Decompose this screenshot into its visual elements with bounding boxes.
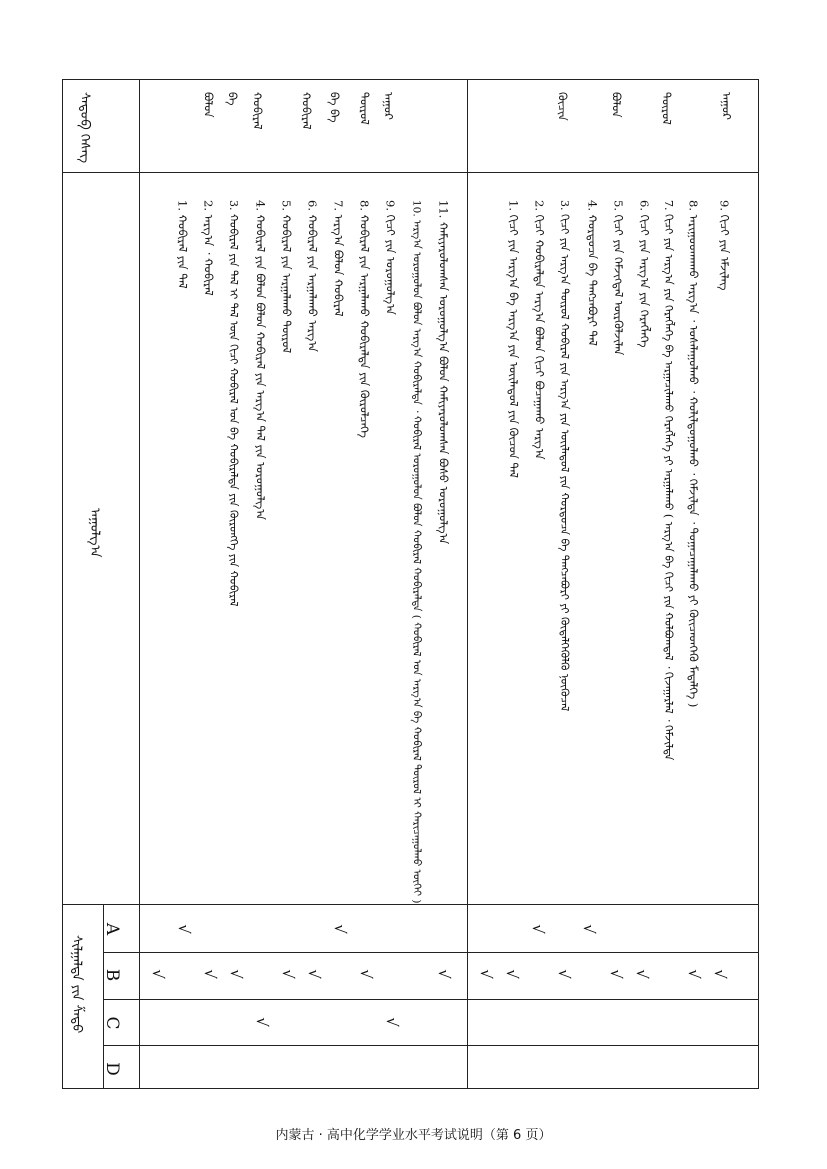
row-divider-level-c [103,999,759,1000]
upper-item: 9. ᠬᠢᠴᠢ ᠶᠢᠨ ᠡᠮᠵᠢᠯᠡᠭ [717,200,732,291]
header-level: ᠰᠢᠯᠭᠠᠯᠲᠠ ᠶᠢᠨ ᠱᠠᠲᠤ [69,935,84,1034]
level-letter-d: D [102,1062,122,1076]
check-mark: √ [305,969,323,979]
lower-item: 10. ᠠᠷᠭ᠎ᠠ ᠤᠷᠤᠭᠤᠯᠤᠨ ᠪᠤᠯᠤᠨ ᠠᠷᠭ᠎ᠠ ᠬᠤᠪᠢᠷᠠᠯᠲᠠ ᠂ ᠬᠤᠪᠢᠷᠠᠯ ᠤᠷᠤᠭᠤᠯᠤᠨ ᠪᠤᠯᠤᠨ ᠬᠤᠪᠢᠷᠠᠯ ᠬᠤᠪᠢᠷᠠᠯᠲᠠ ( ᠬᠤᠪᠢᠷᠠᠯ ᠤᠨ ᠠᠷᠭ᠎ᠠ ᠪᠠ ᠬᠤᠪᠢᠷᠠᠯ ᠲᠥᠷᠥᠯ ᠢ ᠬᠠᠷᠢᠴᠠᠭᠤᠯᠬᠤ ᠦᠭᠡᠢ ) [410,200,423,904]
upper-item: 3. ᠬᠢᠴᠢ ᠶᠢᠨ ᠠᠷᠭ᠎ᠠ ᠲᠥᠷᠥᠯ ᠬᠤᠪᠢᠷᠠᠯ ᠶᠢᠨ ᠠᠷᠭ᠎ᠠ ᠶᠢᠨ ᠦᠢᠯᠡᠳᠦᠯ ᠶᠢᠨ ᠬᠤᠷᠳᠤᠴᠠ ᠪᠠ ᠲᠡᠩᠴᠡᠪᠦᠷᠢ ᠶᠢ ᠬᠥᠳᠡᠯᠭᠡᠭᠦᠯᠬᠦ ᠨᠥᠬᠦᠴᠡᠯ [558,200,571,712]
row-divider-level-d [103,1045,759,1046]
upper-item: 6. ᠬᠢᠴᠢ ᠶᠢᠨ ᠠᠷᠭ᠎ᠠ ᠶᠢᠨ ᠬᠡᠷᠡᠭᠯᠡᠭᠡ [637,200,652,348]
row-divider-level [62,904,759,905]
check-mark: √ [253,1017,271,1027]
row-divider-level-b [103,952,759,953]
check-mark: √ [149,969,167,979]
upper-topic-word: ᠲᠥᠷᠥᠯ [659,92,674,125]
upper-item: 8. ᠠᠷᠢᠭᠤᠳᠬᠠᠬᠤ ᠠᠷᠭ᠎ᠠ ᠂ ᠤᠰᠠᠯᠠᠭᠤᠯᠬᠤ ᠂ ᠬᠤᠯᠢᠯᠳᠤᠭᠤᠯᠬᠤ ᠂ ᠬᠡᠮᠵᠢᠯᠳᠡ ᠂ ᠲᠣᠭᠠᠴᠠᠭᠠᠯᠠᠬᠤ ᠶᠢ ᠭᠦᠢᠴᠡᠳᠬᠡᠬᠦ ᠮᠡᠳᠡᠯᠭᠡ ) [686,200,701,708]
check-mark: √ [607,969,625,979]
row-divider-header [62,172,759,173]
lower-item: 3. ᠬᠤᠪᠢᠷᠠᠯ ᠶᠢᠨ ᠲᠠᠯ ᠢ ᠲᠠᠯ ᠦᠨ ᠬᠢᠴᠢ ᠬᠤᠪᠢᠷᠠᠯ ᠤᠨ ᠪᠠ ᠬᠤᠪᠢᠷᠠᠯᠲᠠ ᠶᠢᠨ ᠬᠥᠷᠥᠩᠭᠡ ᠶᠢᠨ ᠬᠤᠪᠢᠷᠠᠯ [227,200,240,607]
level-letter-b: B [102,968,122,982]
upper-topic-word: ᠬᠦᠴᠢᠨ [555,92,570,121]
lower-item: 11. ᠬᠠᠮᠢᠶᠠᠷᠤᠯᠤᠭᠰᠠᠨ ᠤᠷᠤᠭᠤᠯᠭ᠎ᠠ ᠪᠤᠯᠤᠨ ᠬᠠᠮᠢᠶᠠᠷᠤᠯᠤᠭᠰᠠᠨ ᠪᠤᠰᠤ ᠤᠷᠤᠭᠤᠯᠭ᠎ᠠ [436,200,451,545]
lower-topic-word: ᠪᠠ [225,92,240,106]
level-letter-a: A [102,922,122,936]
lower-topic-word: ᠠᠭᠤᠷ [381,92,396,120]
level-letter-c: C [102,1016,122,1030]
upper-item: 4. ᠬᠤᠷᠳᠤᠴᠠ ᠪᠠ ᠲᠡᠩᠴᠡᠪᠦᠷᠢ ᠲᠠᠯ [585,200,600,346]
lower-item: 1. ᠬᠤᠪᠢᠷᠠᠯ ᠶᠢᠨ ᠲᠠᠯ [175,200,190,289]
upper-item: 2. ᠬᠢᠴᠢ ᠬᠤᠪᠢᠷᠠᠯᠲᠠ ᠠᠷᠭ᠎ᠠ ᠪᠤᠯᠤᠨ ᠬᠢᠴᠢ ᠪᠤᠴᠠᠭᠠᠬᠤ ᠠᠷᠭ᠎ᠠ [532,200,547,460]
lower-topic-word: ᠬᠤᠪᠢᠷᠠᠯ [299,92,314,130]
check-mark: √ [685,969,703,979]
lower-item: 8. ᠬᠤᠪᠢᠷᠠᠯ ᠶᠢᠨ ᠠᠷᠭᠠᠯᠠᠬᠤ ᠬᠤᠪᠢᠷᠠᠯᠲᠠ ᠶᠢᠨ ᠬᠦᠷᠦᠯᠴᠡᠭᠡ [357,200,372,438]
check-mark: √ [633,969,651,979]
col-divider-header [139,79,140,1089]
upper-topic-word: ᠠᠭᠤᠷ [719,92,734,120]
check-mark: √ [175,924,193,934]
check-mark: √ [555,969,573,979]
check-mark: √ [357,969,375,979]
header-content: ᠠᠭᠤᠯᠭ᠎ᠠ [87,508,102,558]
lower-item: 6. ᠬᠤᠪᠢᠷᠠᠯ ᠶᠢᠨ ᠠᠷᠭᠠᠯᠠᠬᠤ ᠠᠷᠭ᠎ᠠ [305,200,320,352]
lower-topic-word: ᠪᠤᠯᠤᠨ [201,92,216,118]
check-mark: √ [503,969,521,979]
upper-topic-word: ᠪᠤᠯᠤᠨ [609,92,624,118]
lower-item: 2. ᠠᠷᠭ᠎ᠠ ᠂ ᠬᠤᠪᠢᠷᠠᠯ [201,200,216,296]
lower-topic-word: ᠬᠤᠪᠢᠷᠠᠯ [250,92,265,130]
check-mark: √ [711,969,729,979]
lower-item: 4. ᠬᠤᠪᠢᠷᠠᠯ ᠶᠢᠨ ᠪᠤᠯᠤᠨ ᠪᠤᠯᠤᠨ ᠬᠤᠪᠢᠷᠠᠯ ᠶᠢᠨ ᠠᠷᠭ᠎ᠠ ᠲᠠᠯ ᠶᠢᠨ ᠤᠷᠤᠭᠤᠯᠭ᠎ᠠ [253,200,268,520]
check-mark: √ [477,969,495,979]
col-divider-sections [467,79,468,1089]
check-mark: √ [279,969,297,979]
lower-item: 9. ᠬᠢᠴᠢ ᠶᠢᠨ ᠤᠷᠤᠭᠤᠯᠭ᠎ᠠ [383,200,398,315]
header-topic: ᠰᠡᠳᠦᠪ ᠬᠡᠰᠡᠭ [77,92,92,164]
lower-item: 5. ᠬᠤᠪᠢᠷᠠᠯ ᠶᠢᠨ ᠠᠷᠭᠠᠯᠠᠬᠤ ᠲᠥᠷᠥᠯ [279,200,294,354]
check-mark: √ [435,969,453,979]
lower-item: 7. ᠠᠷᠭ᠎ᠠ ᠪᠤᠯᠤᠨ ᠬᠤᠪᠢᠷᠠᠯ [331,200,346,317]
check-mark: √ [227,969,245,979]
check-mark: √ [580,924,598,934]
lower-topic-word: ᠪᠠ ᠪᠠ [327,92,342,123]
upper-item: 7. ᠬᠢᠴᠢ ᠶᠢᠨ ᠠᠷᠭ᠎ᠠ ᠶᠢᠨ ᠬᠡᠷᠡᠭᠯᠡᠭᠡ ᠪᠠ ᠠᠷᠭᠠᠴᠢᠯᠠᠬᠤ ᠬᠡᠷᠡᠭᠯᠡᠭᠡ ᠶᠢ ᠠᠷᠭᠠᠯᠠᠬᠤ ( ᠠᠷᠭ᠎ᠠ ᠪᠠ ᠬᠢᠴᠢ ᠶᠢᠨ ᠬᠤᠯᠪᠤᠭᠳᠠᠯ ᠂ ᠬᠢᠵᠠᠭᠠᠷᠯᠠᠯ ᠂ ᠬᠡᠮᠵᠢᠯᠳᠡ [662,200,675,761]
check-mark: √ [201,969,219,979]
check-mark: √ [331,924,349,934]
upper-item: 5. ᠬᠢᠴᠢ ᠶᠢᠨ ᠬᠡᠮᠵᠢᠭᠳᠡᠯ ᠦᠷᠭᠦᠯᠵᠢᠯᠡᠨ [611,200,626,356]
lower-topic-word: ᠲᠥᠷᠥᠯ [357,92,372,125]
page-footer: 内蒙古 · 高中化学学业水平考试说明（第 6 页） [275,1128,552,1143]
check-mark: √ [529,924,547,934]
upper-item: 1. ᠬᠢᠴᠢ ᠶᠢᠨ ᠠᠷᠭ᠎ᠠ ᠪᠠ ᠠᠷᠭ᠎ᠠ ᠶᠢᠨ ᠦᠢᠯᠡᠳᠦᠯ ᠶᠢᠨ ᠬᠦᠴᠦᠨ ᠲᠠᠯ [506,200,521,478]
check-mark: √ [383,1017,401,1027]
